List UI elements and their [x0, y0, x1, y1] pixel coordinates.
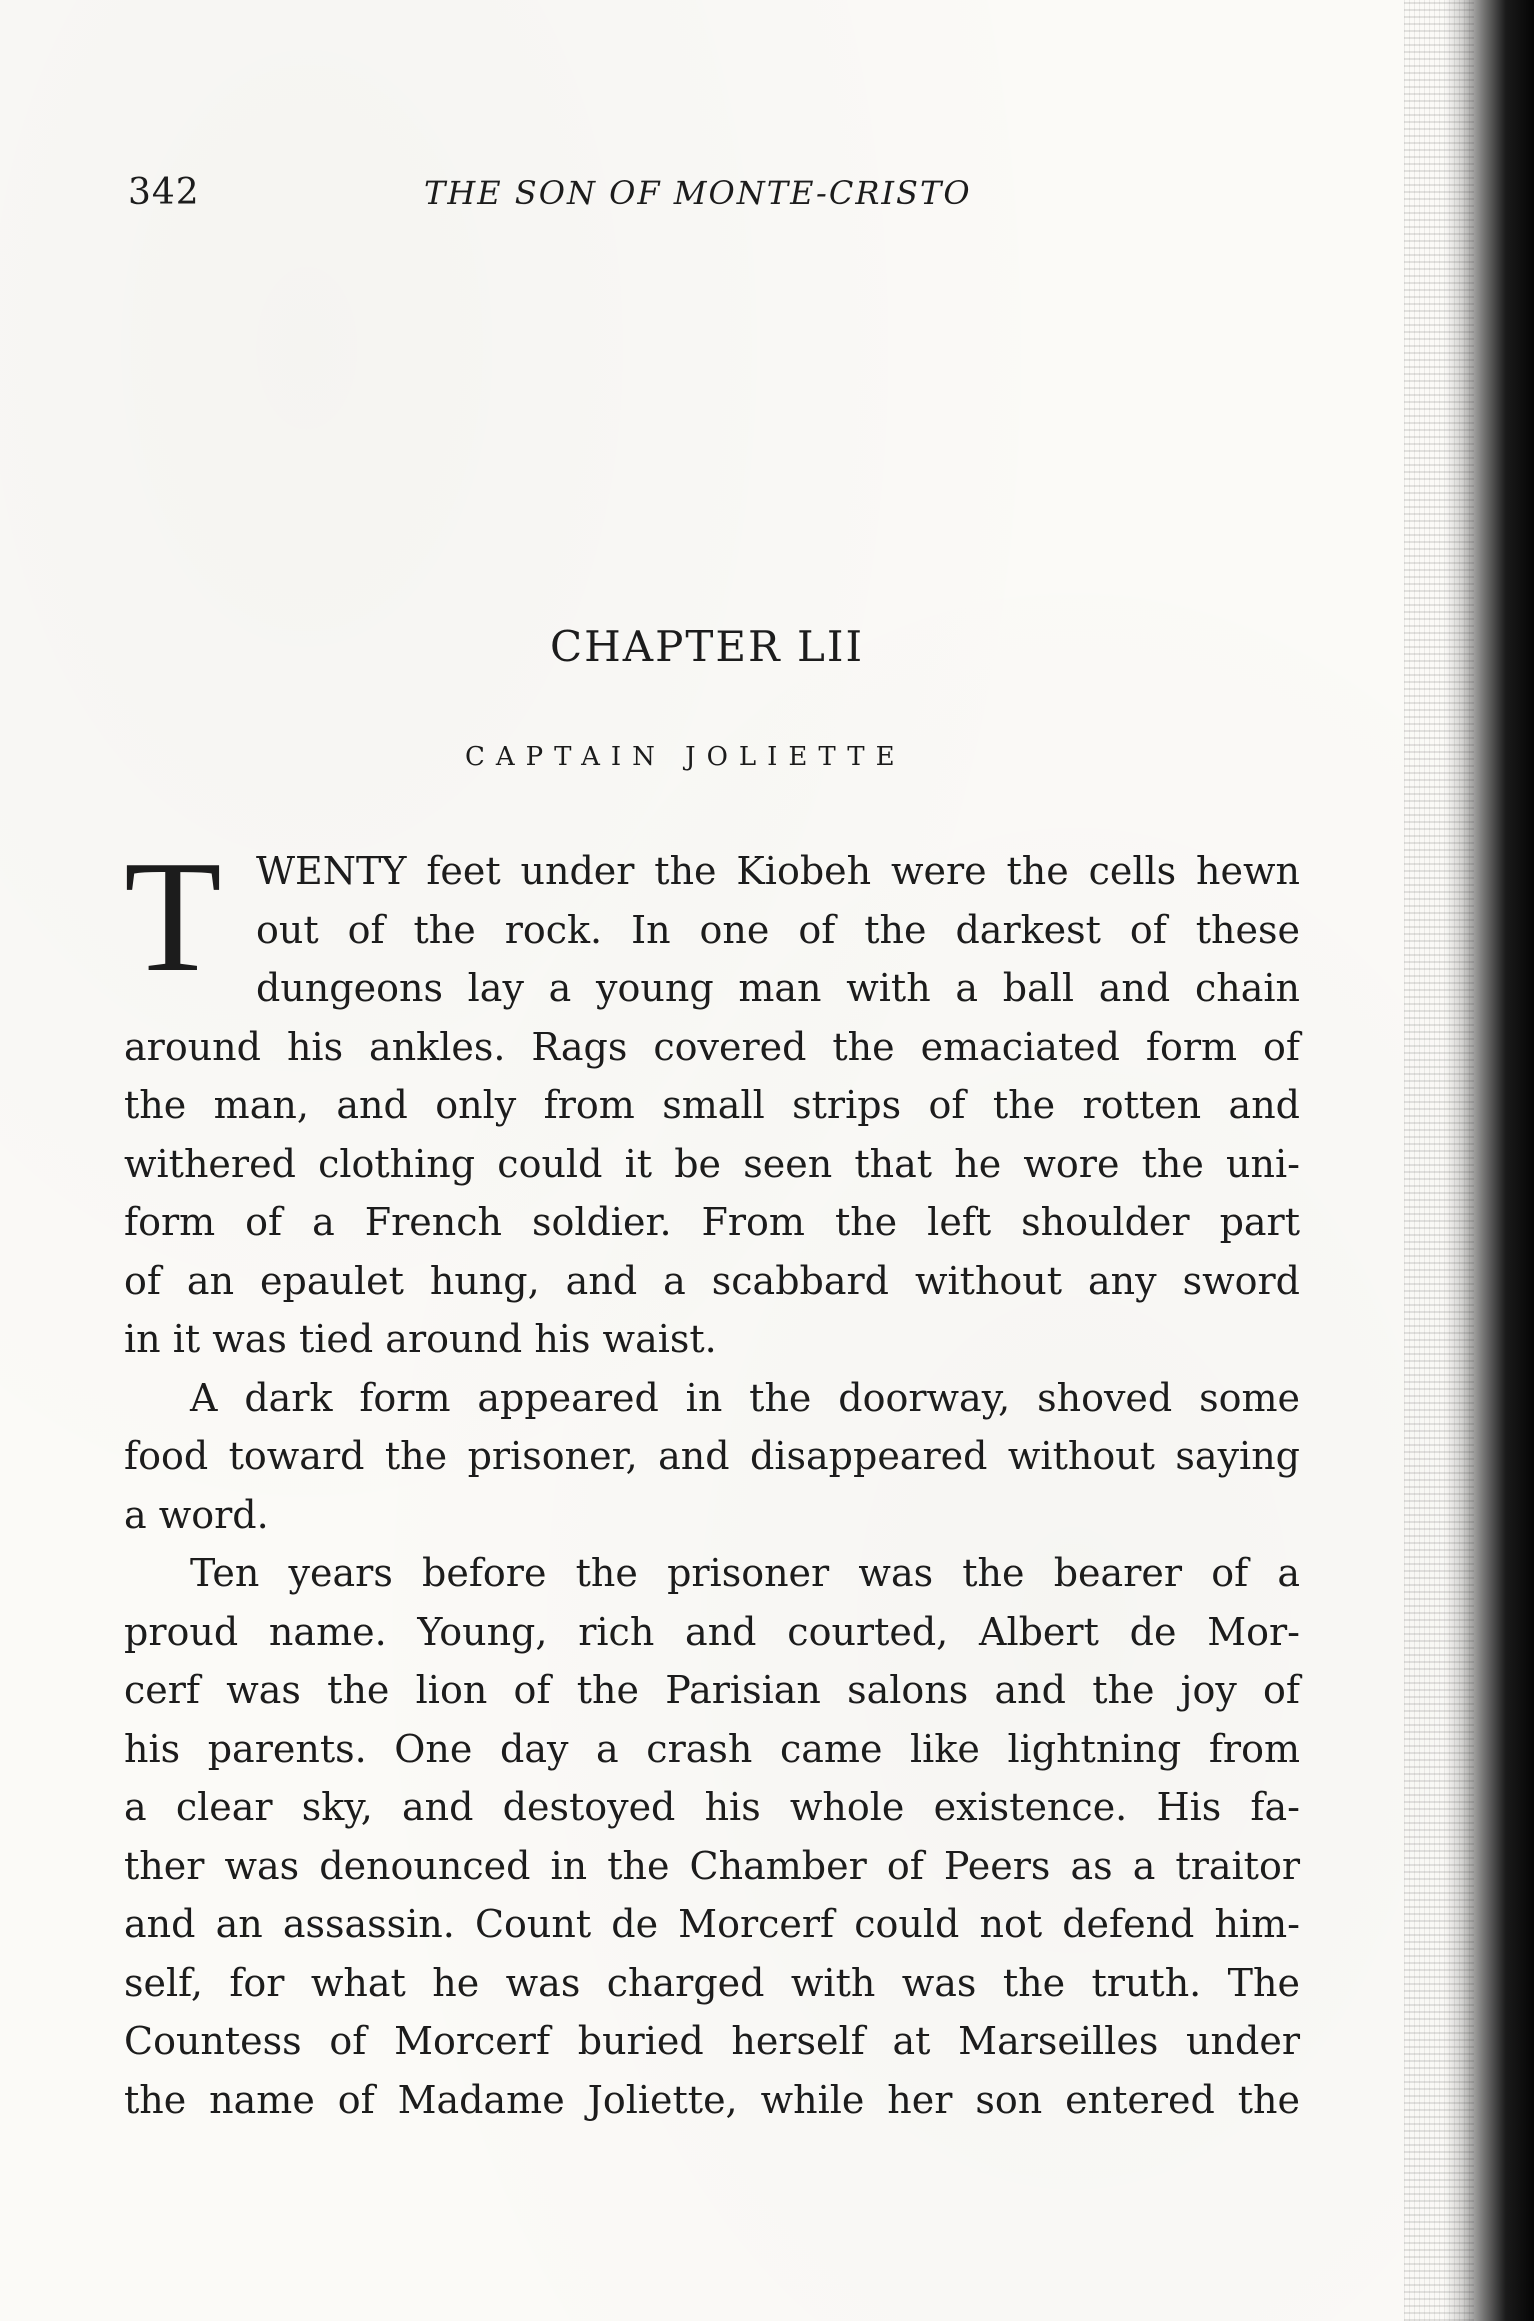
text-line: a word. — [124, 1492, 269, 1537]
text-line: self, for what he was charged with was the truth. The — [124, 1960, 1300, 2005]
text-line: form of a French soldier. From the left shoulder part — [124, 1200, 1300, 1244]
text-line: his parents. One day a crash came like lightning from — [124, 1726, 1300, 1771]
running-head — [128, 172, 1308, 222]
text-line: ther was denounced in the Chamber of Peers as a traitor — [124, 1843, 1300, 1888]
running-title: THE SON OF MONTE-CRISTO — [424, 174, 972, 212]
text-line: in it was tied around his waist. — [124, 1317, 717, 1361]
text-line: withered clothing could it be seen that he wore the uni- — [124, 1141, 1300, 1186]
page-number: 342 — [128, 172, 200, 213]
drop-cap: T — [124, 827, 222, 1005]
text-line: Countess of Morcerf buried herself at Marseilles under — [124, 2019, 1300, 2063]
text-line: around his ankles. Rags covered the emaciated form of — [124, 1024, 1300, 1069]
body-text — [124, 827, 1300, 2129]
text-line: the name of Madame Joliette, while her son entered the — [124, 2077, 1300, 2122]
text-line: Ten years before the prisoner was the bearer of a — [190, 1551, 1300, 1595]
text-line: WENTY feet under the Kiobeh were the cells hewn — [256, 849, 1300, 893]
chapter-subtitle: CAPTAIN JOLIETTE — [465, 742, 906, 772]
text-line: A dark form appeared in the doorway, shoved some — [190, 1375, 1300, 1420]
text-line: out of the rock. In one of the darkest of these — [256, 907, 1300, 952]
text-line: the man, and only from small strips of the rotten and — [124, 1083, 1300, 1127]
text-line: of an epaulet hung, and a scabbard without any sword — [124, 1258, 1300, 1303]
chapter-heading: CHAPTER LII — [550, 622, 865, 671]
text-line: and an assassin. Count de Morcerf could not defend him- — [124, 1902, 1300, 1946]
text-line: cerf was the lion of the Parisian salons and the joy of — [124, 1668, 1300, 1712]
binding-edge-texture — [1404, 0, 1474, 2321]
text-line: a clear sky, and destoyed his whole existence. His fa- — [124, 1785, 1300, 1829]
text-line: dungeons lay a young man with a ball and chain — [256, 966, 1300, 1010]
text-line: proud name. Young, rich and courted, Albert de Mor- — [124, 1609, 1300, 1654]
text-line: food toward the prisoner, and disappeared without saying — [124, 1434, 1300, 1478]
